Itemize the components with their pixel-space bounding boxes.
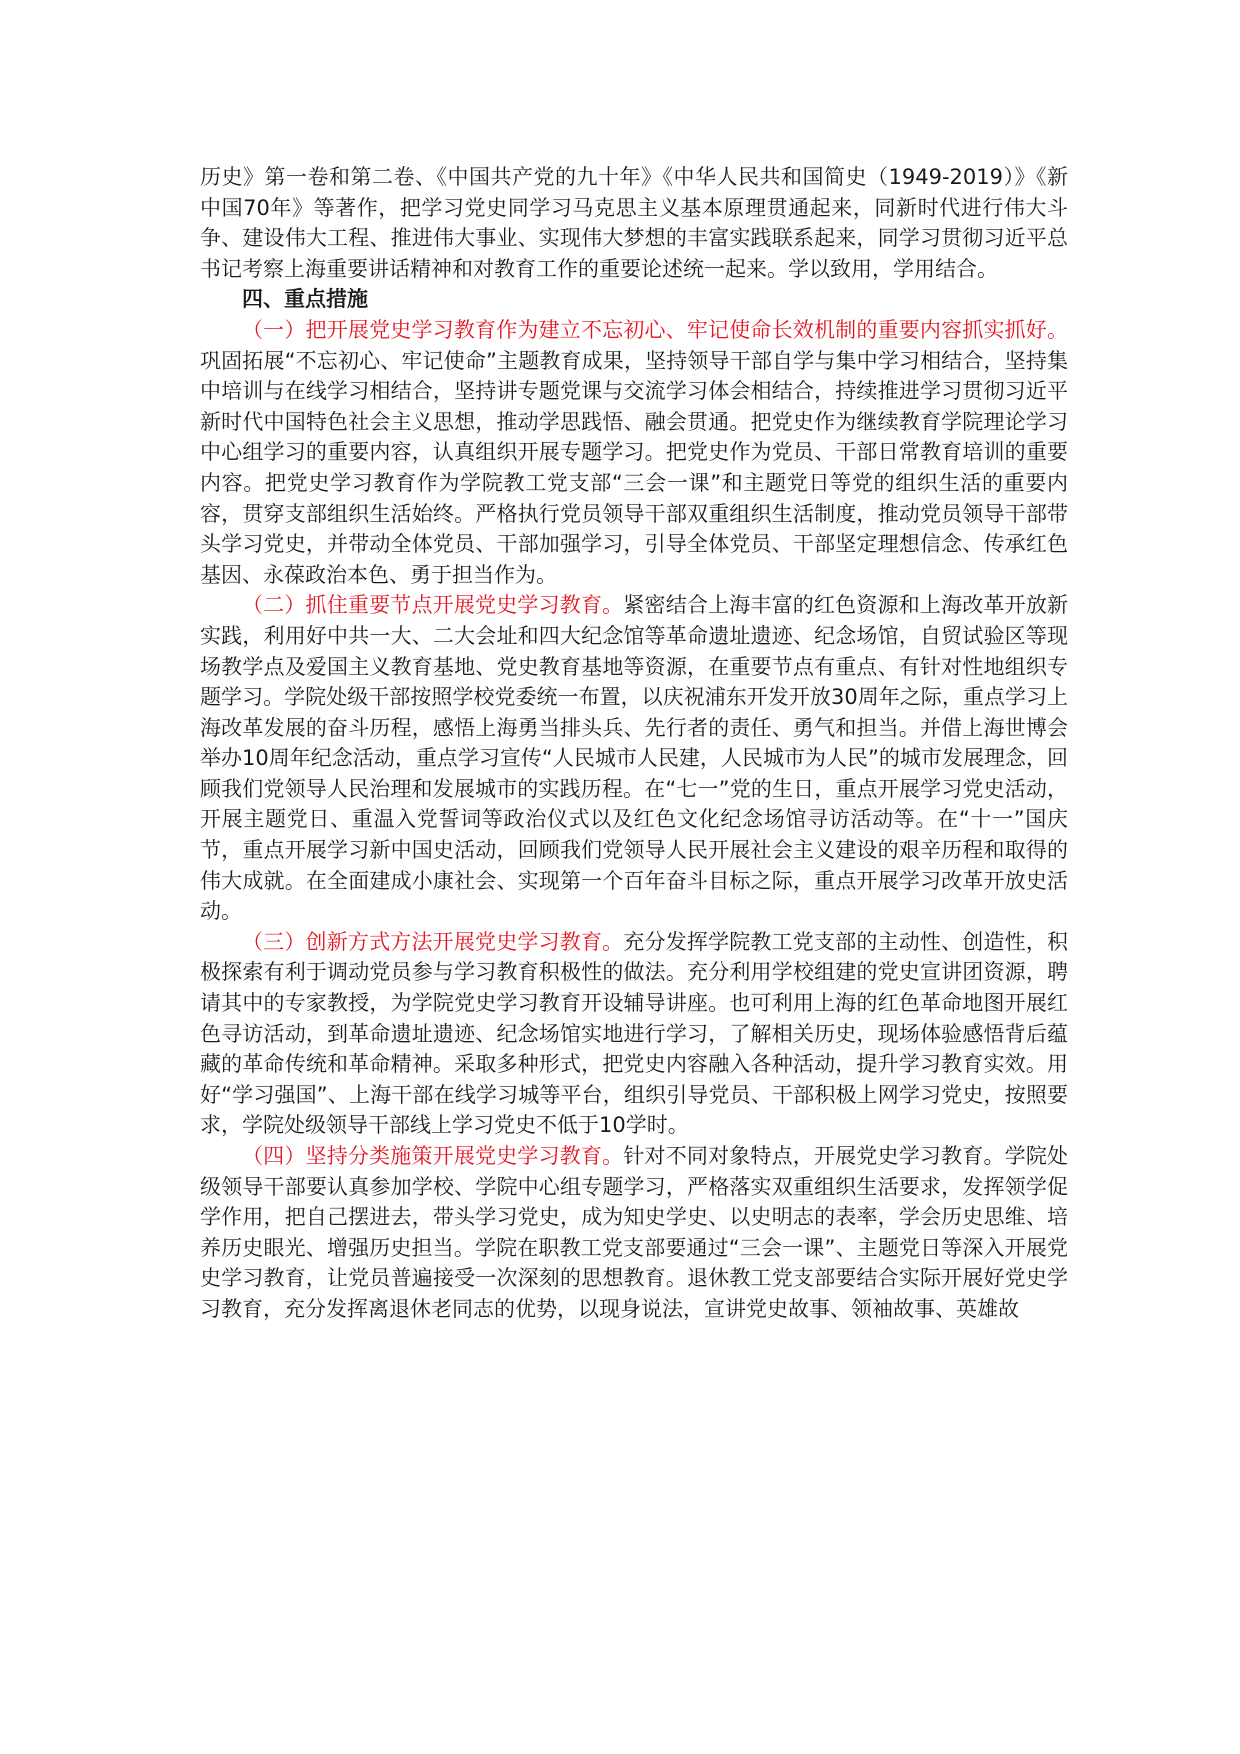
document-page [200,162,1068,1325]
measure-1-body: 巩固拓展“不忘初心、牢记使命”主题教育成果，坚持领导干部自学与集中学习相结合，坚持集中培训与在线学习相结合，坚持讲专题党课与交流学习体会相结合，持续推进学习贯彻习近平新时代中国特色社会主义思想，推动学思践悟、融会贯通。把党史作为继续教育学院理论学习中心组学习的重要内容，认真组织开展专题学习。把党史作为党员、干部日常教育培训的重要内容。把党史学习教育作为学院教工党支部“三会一课”和主题党日等党的组织生活的重要内容，贯穿支部组织生活始终。严格执行党员领导干部双重组织生活制度，推动党员领导干部带头学习党史，并带动全体党员、干部加强学习，引导全体党员、干部坚定理想信念、传承红色基因、永葆政治本色、勇于担当作为。 [200,348,1068,587]
paragraph-measure-1 [200,315,1068,590]
measure-4-body: 针对不同对象特点，开展党史学习教育。学院处级领导干部要认真参加学校、学院中心组专题学习，严格落实双重组织生活要求，发挥领学促学作用，把自己摆进去，带头学习党史，成为知史学史、以史明志的表率，学会历史思维、培养历史眼光、增强历史担当。学院在职教工党支部要通过“三会一课”、主题党日等深入开展党史学习教育，让党员普遍接受一次深刻的思想教育。退休教工党支部要结合实际开展好党史学习教育，充分发挥离退休老同志的优势，以现身说法，宣讲党史故事、领袖故事、英雄故 [200,1144,1069,1321]
measure-3-title: （三）创新方式方法开展党史学习教育。 [242,929,624,954]
paragraph-study-materials [200,162,1068,284]
section-heading-key-measures: 四、重点措施 [242,287,368,312]
paragraph-text: 历史》第一卷和第二卷、《中国共产党的九十年》《中华人民共和国简史（1949-2019）》《新中国70年》等著作，把学习党史同学习马克思主义基本原理贯通起来，同新时代进行伟大斗争、建设伟大工程、推进伟大事业、实现伟大梦想的丰富实践联系起来，同学习贯彻习近平总书记考察上海重要讲话精神和对教育工作的重要论述统一起来。学以致用，学用结合。 [200,165,1068,281]
paragraph-measure-2 [200,590,1068,927]
paragraph-measure-3 [200,927,1068,1141]
paragraph-measure-4 [200,1141,1068,1325]
measure-2-title: （二）抓住重要节点开展党史学习教育。 [242,593,624,618]
measure-2-body: 紧密结合上海丰富的红色资源和上海改革开放新实践，利用好中共一大、二大会址和四大纪念馆等革命遗址遗迹、纪念场馆，自贸试验区等现场教学点及爱国主义教育基地、党史教育基地等资源，在重要节点有重点、有针对性地组织专题学习。学院处级干部按照学校党委统一布置，以庆祝浦东开发开放30周年之际，重点学习上海改革发展的奋斗历程，感悟上海勇当排头兵、先行者的责任、勇气和担当。并借上海世博会举办10周年纪念活动，重点学习宣传“人民城市人民建，人民城市为人民”的城市发展理念，回顾我们党领导人民治理和发展城市的实践历程。在“七一”党的生日，重点开展学习党史活动，开展主题党日、重温入党誓词等政治仪式以及红色文化纪念场馆寻访活动等。在“十一”国庆节，重点开展学习新中国史活动，回顾我们党领导人民开展社会主义建设的艰辛历程和取得的伟大成就。在全面建成小康社会、实现第一个百年奋斗目标之际，重点开展学习改革开放史活动。 [200,593,1069,924]
measure-4-title: （四）坚持分类施策开展党史学习教育。 [242,1144,624,1168]
measure-3-body: 充分发挥学院教工党支部的主动性、创造性，积极探索有利于调动党员参与学习教育积极性的做法。充分利用学校组建的党史宣讲团资源，聘请其中的专家教授，为学院党史学习教育开设辅导讲座。也可利用上海的红色革命地图开展红色寻访活动，到革命遗址遗迹、纪念场馆实地进行学习，了解相关历史，现场体验感悟背后蕴藏的革命传统和革命精神。采取多种形式，把党史内容融入各种活动，提升学习教育实效。用好“学习强国”、上海干部在线学习城等平台，组织引导党员、干部积极上网学习党史，按照要求，学院处级领导干部线上学习党史不低于10学时。 [200,929,1069,1138]
measure-1-title: （一）把开展党史学习教育作为建立不忘初心、牢记使命长效机制的重要内容抓实抓好。 [242,317,1068,342]
